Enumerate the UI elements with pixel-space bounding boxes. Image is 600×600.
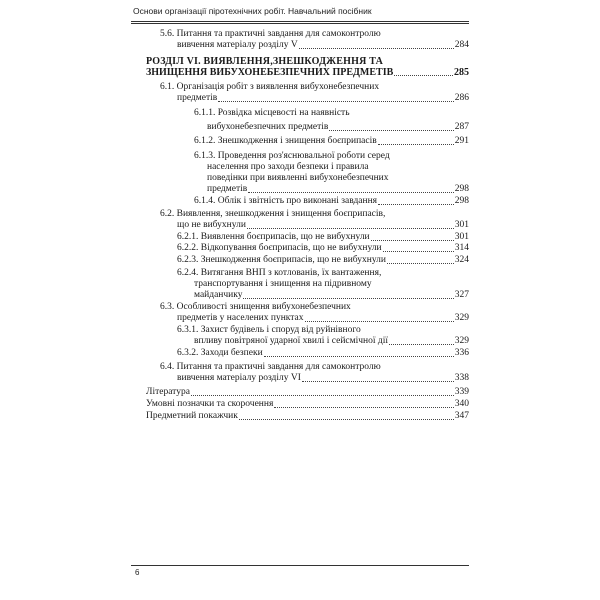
- toc-entry-text: що не вибухнули: [177, 220, 246, 230]
- toc-entry-6-1-2: [194, 136, 469, 147]
- leader-dots: [371, 240, 454, 241]
- footer-rule: [131, 565, 469, 566]
- toc-entry-5-6-line2: [177, 40, 469, 51]
- toc-entry-6-3-line1: 6.3. Особливості знищення вибухонебезпечних: [160, 302, 351, 312]
- leader-dots: [305, 321, 454, 322]
- toc-entry-6-3-1-line2: [194, 336, 469, 347]
- toc-entry-6-2-4-line3: [194, 290, 469, 301]
- toc-entry-text: 6.2.3. Знешкодження боєприпасів, що не вибухнули: [177, 255, 387, 265]
- leader-dots: [299, 48, 454, 49]
- toc-page-number: 329: [454, 313, 469, 323]
- toc-entry-abbreviations: [146, 399, 469, 410]
- toc-entry-6-3-line2: [177, 313, 469, 324]
- toc-page-number: 340: [454, 399, 469, 409]
- page-number: 6: [135, 568, 140, 577]
- toc-entry-text: предметів: [177, 93, 218, 103]
- toc-page-number: 336: [454, 348, 469, 358]
- toc-section-6-line1: РОЗДІЛ VI. ВИЯВЛЕННЯ,ЗНЕШКОДЖЕННЯ ТА: [146, 56, 383, 67]
- leader-dots: [378, 204, 454, 205]
- toc-entry-text: вивчення матеріалу розділу VI: [177, 373, 301, 383]
- toc-entry-6-3-2: [177, 348, 469, 359]
- leader-dots: [329, 130, 453, 131]
- toc-entry-6-1-line1: 6.1. Організація робіт з виявлення вибухонебезпечних: [160, 82, 380, 92]
- toc-page-number: 298: [454, 196, 469, 206]
- toc-entry-text: вибухонебезпечних предметів: [207, 122, 329, 132]
- leader-dots: [218, 101, 453, 102]
- toc-entry-6-2-4-line1: 6.2.4. Витягання ВНП з котлованів, їх вантаження,: [177, 268, 382, 278]
- toc-entry-6-2-1: [177, 232, 469, 243]
- toc-page-number: 291: [454, 136, 469, 146]
- toc-page-number: 329: [454, 336, 469, 346]
- toc-entry-5-6-line1: 5.6. Питання та практичні завдання для самоконтролю: [160, 29, 381, 39]
- toc-entry-6-1-3-line3: поведінки при виявленні вибухонебезпечних: [207, 173, 389, 183]
- toc-page-number: 284: [454, 40, 469, 50]
- toc-entry-text: 6.2.2. Відкопування боєприпасів, що не вибухнули: [177, 243, 382, 253]
- toc-entry-text: майданчику: [194, 290, 243, 300]
- toc-entry-text: впливу повітряної ударної хвилі і сейсмічної дії: [194, 336, 389, 346]
- toc-entry-6-1-3-line2: населення про заходи безпеки і правила: [207, 162, 369, 172]
- toc-entry-6-3-1-line1: 6.3.1. Захист будівель і споруд від руйнівного: [177, 325, 361, 335]
- leader-dots: [302, 381, 454, 382]
- toc-entry-text: 6.2.1. Виявлення боєприпасів, що не вибухнули: [177, 232, 370, 242]
- toc-page-number: 301: [454, 232, 469, 242]
- toc-entry-text: вивчення матеріалу розділу V: [177, 40, 298, 50]
- leader-dots: [191, 395, 454, 396]
- leader-dots: [387, 263, 454, 264]
- toc-entry-text: Умовні позначки та скорочення: [146, 399, 274, 409]
- running-header: Основи організації піротехнічних робіт. Навчальний посібник: [133, 6, 372, 16]
- toc-page-number: 287: [454, 122, 469, 132]
- leader-dots: [247, 228, 454, 229]
- toc-entry-subject-index: [146, 411, 469, 422]
- leader-dots: [264, 356, 454, 357]
- leader-dots: [243, 298, 453, 299]
- toc-entry-6-1-3-line1: 6.1.3. Проведення роз'яснювальної роботи серед: [194, 151, 390, 161]
- toc-entry-text: Предметний покажчик: [146, 411, 238, 421]
- toc-entry-text: ЗНИЩЕННЯ ВИБУХОНЕБЕЗПЕЧНИХ ПРЕДМЕТІВ: [146, 67, 394, 78]
- toc-entry-6-1-1-line1: 6.1.1. Розвідка місцевості на наявність: [194, 108, 350, 118]
- toc-page-number: 327: [454, 290, 469, 300]
- leader-dots: [239, 419, 454, 420]
- toc-page-number: 324: [454, 255, 469, 265]
- toc-page-number: 339: [454, 387, 469, 397]
- toc-entry-6-2-2: [177, 243, 469, 254]
- toc-entry-6-1-line2: [177, 93, 469, 104]
- toc-entry-6-2-3: [177, 255, 469, 266]
- leader-dots: [389, 344, 454, 345]
- leader-dots: [394, 75, 453, 76]
- leader-dots: [248, 192, 453, 193]
- toc-page-number: 298: [454, 184, 469, 194]
- toc-page-number: 338: [454, 373, 469, 383]
- toc-entry-6-1-1-line2: [207, 122, 469, 133]
- leader-dots: [378, 144, 454, 145]
- leader-dots: [383, 251, 454, 252]
- toc-entry-6-1-3-line4: [207, 184, 469, 195]
- toc-entry-6-4-line1: 6.4. Питання та практичні завдання для самоконтролю: [160, 362, 381, 372]
- toc-entry-text: 6.1.2. Знешкодження і знищення боєприпасів: [194, 136, 377, 146]
- toc-entry-6-2-line2: [177, 220, 469, 231]
- toc-page-number: 285: [454, 67, 469, 78]
- toc-page-number: 347: [454, 411, 469, 421]
- toc-entry-literature: [146, 387, 469, 398]
- toc-entry-text: предметів: [207, 184, 248, 194]
- toc-section-6-line2: [146, 67, 469, 78]
- toc-entry-text: Література: [146, 387, 190, 397]
- toc-entry-text: предметів у населених пунктах: [177, 313, 304, 323]
- toc-page-number: 314: [454, 243, 469, 253]
- toc-entry-6-2-line1: 6.2. Виявлення, знешкодження і знищення боєприпасів,: [160, 209, 386, 219]
- toc-entry-6-1-4: [194, 196, 469, 207]
- toc-entry-text: 6.1.4. Облік і звітність про виконані завдання: [194, 196, 378, 206]
- toc-page-number: 286: [454, 93, 469, 103]
- leader-dots: [274, 407, 453, 408]
- toc-entry-text: 6.3.2. Заходи безпеки: [177, 348, 263, 358]
- toc-page-number: 301: [454, 220, 469, 230]
- toc-entry-6-2-4-line2: транспортування і знищення на підривному: [194, 279, 372, 289]
- toc-entry-6-4-line2: [177, 373, 469, 384]
